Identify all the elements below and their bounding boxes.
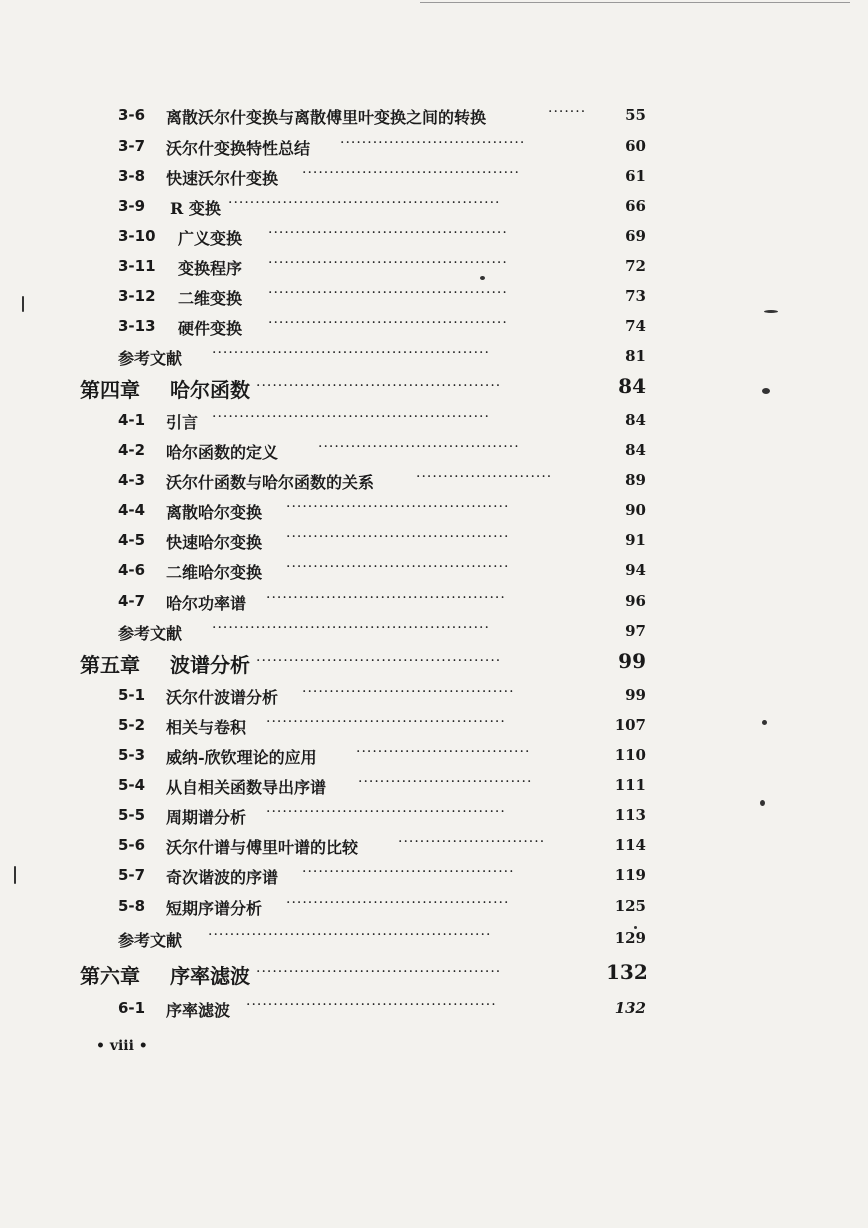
leader-dots: ····································· bbox=[318, 439, 520, 455]
entry-page: 60 bbox=[625, 137, 646, 155]
entry-number: 4-5 bbox=[118, 531, 146, 549]
entry-page: 119 bbox=[614, 866, 646, 884]
toc-entry-4-4 bbox=[0, 495, 868, 525]
leader-dots: ························· bbox=[416, 469, 553, 485]
leader-dots: ·················································· bbox=[228, 195, 501, 211]
toc-chapter-4 bbox=[0, 372, 868, 402]
entry-page: 84 bbox=[625, 441, 646, 459]
entry-page: 96 bbox=[625, 592, 646, 610]
entry-page: 74 bbox=[625, 317, 646, 335]
chapter-number: 第六章 bbox=[80, 964, 140, 988]
entry-title: 沃尔什变换特性总结 bbox=[166, 139, 311, 158]
chapter-number: 第五章 bbox=[80, 653, 140, 677]
entry-page: 94 bbox=[625, 561, 646, 579]
entry-number: 5-1 bbox=[118, 686, 146, 704]
entry-title: 二维哈尔变换 bbox=[166, 563, 263, 582]
toc-entry-3-8 bbox=[0, 161, 868, 191]
entry-number: 3-8 bbox=[118, 167, 146, 185]
entry-number: 3-7 bbox=[118, 137, 146, 155]
toc-entry-3-6 bbox=[0, 100, 868, 130]
scan-mark bbox=[760, 800, 765, 806]
entry-number: 5-4 bbox=[118, 776, 146, 794]
entry-title: 哈尔函数的定义 bbox=[166, 443, 279, 462]
entry-number: 4-4 bbox=[118, 501, 146, 519]
toc-entry-5-7 bbox=[0, 860, 868, 890]
leader-dots: ··················································· bbox=[212, 409, 490, 425]
entry-title: 沃尔什函数与哈尔函数的关系 bbox=[166, 473, 375, 492]
toc-entry-5-3 bbox=[0, 740, 868, 770]
entry-title: 沃尔什谱与傅里叶谱的比较 bbox=[166, 838, 359, 857]
entry-number: 3-11 bbox=[118, 257, 156, 275]
toc-chapter-6 bbox=[0, 958, 868, 988]
entry-number: 4-7 bbox=[118, 592, 146, 610]
entry-page: 81 bbox=[625, 347, 646, 365]
entry-page: 66 bbox=[625, 197, 646, 215]
page-number-footer: • viii • bbox=[96, 1038, 148, 1054]
toc-entry-3-13 bbox=[0, 311, 868, 341]
leader-dots: ··················································· bbox=[212, 345, 490, 361]
entry-page: 61 bbox=[625, 167, 646, 185]
entry-title: 广义变换 bbox=[178, 229, 243, 248]
entry-number: 5-6 bbox=[118, 836, 146, 854]
entry-number: 5-5 bbox=[118, 806, 146, 824]
entry-title: 硬件变换 bbox=[178, 319, 243, 338]
entry-title: 短期序谱分析 bbox=[166, 899, 263, 918]
entry-title: R 变换 bbox=[170, 199, 221, 218]
leader-dots: ············································ bbox=[266, 590, 506, 606]
leader-dots: ············································ bbox=[268, 225, 508, 241]
entry-number: 4-3 bbox=[118, 471, 146, 489]
toc-entry-refs-5 bbox=[0, 923, 868, 953]
entry-page: 99 bbox=[625, 686, 646, 704]
toc-entry-3-7 bbox=[0, 131, 868, 161]
entry-title: 奇次谐波的序谱 bbox=[166, 868, 279, 887]
entry-page: 90 bbox=[625, 501, 646, 519]
leader-dots: ············································· bbox=[256, 653, 502, 669]
leader-dots: ············································· bbox=[256, 378, 502, 394]
entry-page: 84 bbox=[625, 411, 646, 429]
entry-number: 3-6 bbox=[118, 106, 146, 124]
scan-mark bbox=[14, 866, 16, 884]
toc-entry-4-5 bbox=[0, 525, 868, 555]
leader-dots: ············································· bbox=[256, 964, 502, 980]
toc-entry-6-1 bbox=[0, 993, 868, 1023]
leader-dots: ········································· bbox=[286, 895, 510, 911]
entry-page: 110 bbox=[614, 746, 646, 764]
entry-page: 132 bbox=[614, 999, 646, 1017]
leader-dots: ······· bbox=[548, 104, 587, 120]
entry-page: 107 bbox=[614, 716, 646, 734]
leader-dots: ································ bbox=[358, 774, 533, 790]
leader-dots: ······································· bbox=[302, 684, 515, 700]
scan-edge-line bbox=[420, 2, 850, 3]
scan-mark bbox=[762, 720, 767, 725]
entry-number: 4-1 bbox=[118, 411, 146, 429]
entry-title: 快速哈尔变换 bbox=[166, 533, 263, 552]
toc-entry-5-6 bbox=[0, 830, 868, 860]
entry-page: 114 bbox=[614, 836, 646, 854]
leader-dots: ············································ bbox=[268, 285, 508, 301]
chapter-number: 第四章 bbox=[80, 378, 140, 402]
entry-page: 89 bbox=[625, 471, 646, 489]
leader-dots: ············································ bbox=[266, 714, 506, 730]
leader-dots: ········································ bbox=[302, 165, 521, 181]
scan-mark bbox=[22, 296, 24, 312]
entry-number: 3-10 bbox=[118, 227, 156, 245]
entry-number: 4-6 bbox=[118, 561, 146, 579]
toc-entry-4-2 bbox=[0, 435, 868, 465]
scan-mark bbox=[634, 926, 637, 929]
leader-dots: ············································ bbox=[266, 804, 506, 820]
entry-title: 二维变换 bbox=[178, 289, 243, 308]
entry-title: 威纳-欣钦理论的应用 bbox=[166, 748, 317, 767]
leader-dots: ········································· bbox=[286, 499, 510, 515]
toc-entry-4-1 bbox=[0, 405, 868, 435]
entry-page: 73 bbox=[625, 287, 646, 305]
entry-page: 129 bbox=[614, 929, 646, 947]
toc-entry-5-5 bbox=[0, 800, 868, 830]
entry-title: 序率滤波 bbox=[166, 1001, 231, 1020]
leader-dots: ········································· bbox=[286, 529, 510, 545]
leader-dots: ········································· bbox=[286, 559, 510, 575]
entry-page: 113 bbox=[614, 806, 646, 824]
chapter-page: 99 bbox=[618, 649, 646, 673]
entry-number: 6-1 bbox=[118, 999, 146, 1017]
leader-dots: ············································ bbox=[268, 315, 508, 331]
entry-number: 5-2 bbox=[118, 716, 146, 734]
entry-number: 4-2 bbox=[118, 441, 146, 459]
toc-entry-3-12 bbox=[0, 281, 868, 311]
scan-mark bbox=[764, 310, 778, 313]
entry-number: 3-13 bbox=[118, 317, 156, 335]
entry-title: 离散哈尔变换 bbox=[166, 503, 263, 522]
entry-number: 5-7 bbox=[118, 866, 146, 884]
toc-entry-refs-4 bbox=[0, 616, 868, 646]
entry-number: 3-9 bbox=[118, 197, 146, 215]
leader-dots: ··················································· bbox=[212, 620, 490, 636]
entry-number: 5-3 bbox=[118, 746, 146, 764]
chapter-page: 132 bbox=[606, 960, 648, 984]
entry-title: 沃尔什波谱分析 bbox=[166, 688, 279, 707]
toc-chapter-5 bbox=[0, 647, 868, 677]
toc-entry-refs-3 bbox=[0, 341, 868, 371]
entry-title: 参考文献 bbox=[118, 624, 183, 643]
leader-dots: ··························· bbox=[398, 834, 546, 850]
entry-page: 91 bbox=[625, 531, 646, 549]
chapter-title: 波谱分析 bbox=[170, 653, 250, 677]
entry-page: 125 bbox=[614, 897, 646, 915]
scan-mark bbox=[480, 276, 485, 280]
toc-entry-5-2 bbox=[0, 710, 868, 740]
toc-entry-3-11 bbox=[0, 251, 868, 281]
entry-page: 69 bbox=[625, 227, 646, 245]
toc-entry-5-1 bbox=[0, 680, 868, 710]
leader-dots: ······································· bbox=[302, 864, 515, 880]
entry-title: 相关与卷积 bbox=[166, 718, 247, 737]
entry-title: 哈尔功率谱 bbox=[166, 594, 247, 613]
entry-title: 周期谱分析 bbox=[166, 808, 247, 827]
toc-entry-5-8 bbox=[0, 891, 868, 921]
chapter-title: 哈尔函数 bbox=[170, 378, 250, 402]
toc-entry-4-7 bbox=[0, 586, 868, 616]
toc-entry-3-9 bbox=[0, 191, 868, 221]
chapter-title: 序率滤波 bbox=[170, 964, 250, 988]
leader-dots: ···················································· bbox=[208, 927, 492, 943]
entry-title: 参考文献 bbox=[118, 931, 183, 950]
toc-entry-4-3 bbox=[0, 465, 868, 495]
entry-number: 3-12 bbox=[118, 287, 156, 305]
toc-entry-4-6 bbox=[0, 555, 868, 585]
scan-mark bbox=[762, 388, 770, 394]
entry-page: 72 bbox=[625, 257, 646, 275]
entry-title: 快速沃尔什变换 bbox=[166, 169, 279, 188]
leader-dots: ············································ bbox=[268, 255, 508, 271]
chapter-page: 84 bbox=[618, 374, 646, 398]
entry-number: 5-8 bbox=[118, 897, 146, 915]
leader-dots: ································ bbox=[356, 744, 531, 760]
entry-title: 离散沃尔什变换与离散傅里叶变换之间的转换 bbox=[166, 108, 487, 127]
toc-entry-5-4 bbox=[0, 770, 868, 800]
toc-entry-3-10 bbox=[0, 221, 868, 251]
entry-title: 参考文献 bbox=[118, 349, 183, 368]
entry-page: 111 bbox=[614, 776, 646, 794]
entry-title: 变换程序 bbox=[178, 259, 243, 278]
entry-title: 引言 bbox=[166, 413, 199, 432]
entry-page: 97 bbox=[625, 622, 646, 640]
leader-dots: ·············································· bbox=[246, 997, 497, 1013]
leader-dots: ·································· bbox=[340, 135, 526, 151]
entry-page: 55 bbox=[625, 106, 646, 124]
entry-title: 从自相关函数导出序谱 bbox=[166, 778, 327, 797]
